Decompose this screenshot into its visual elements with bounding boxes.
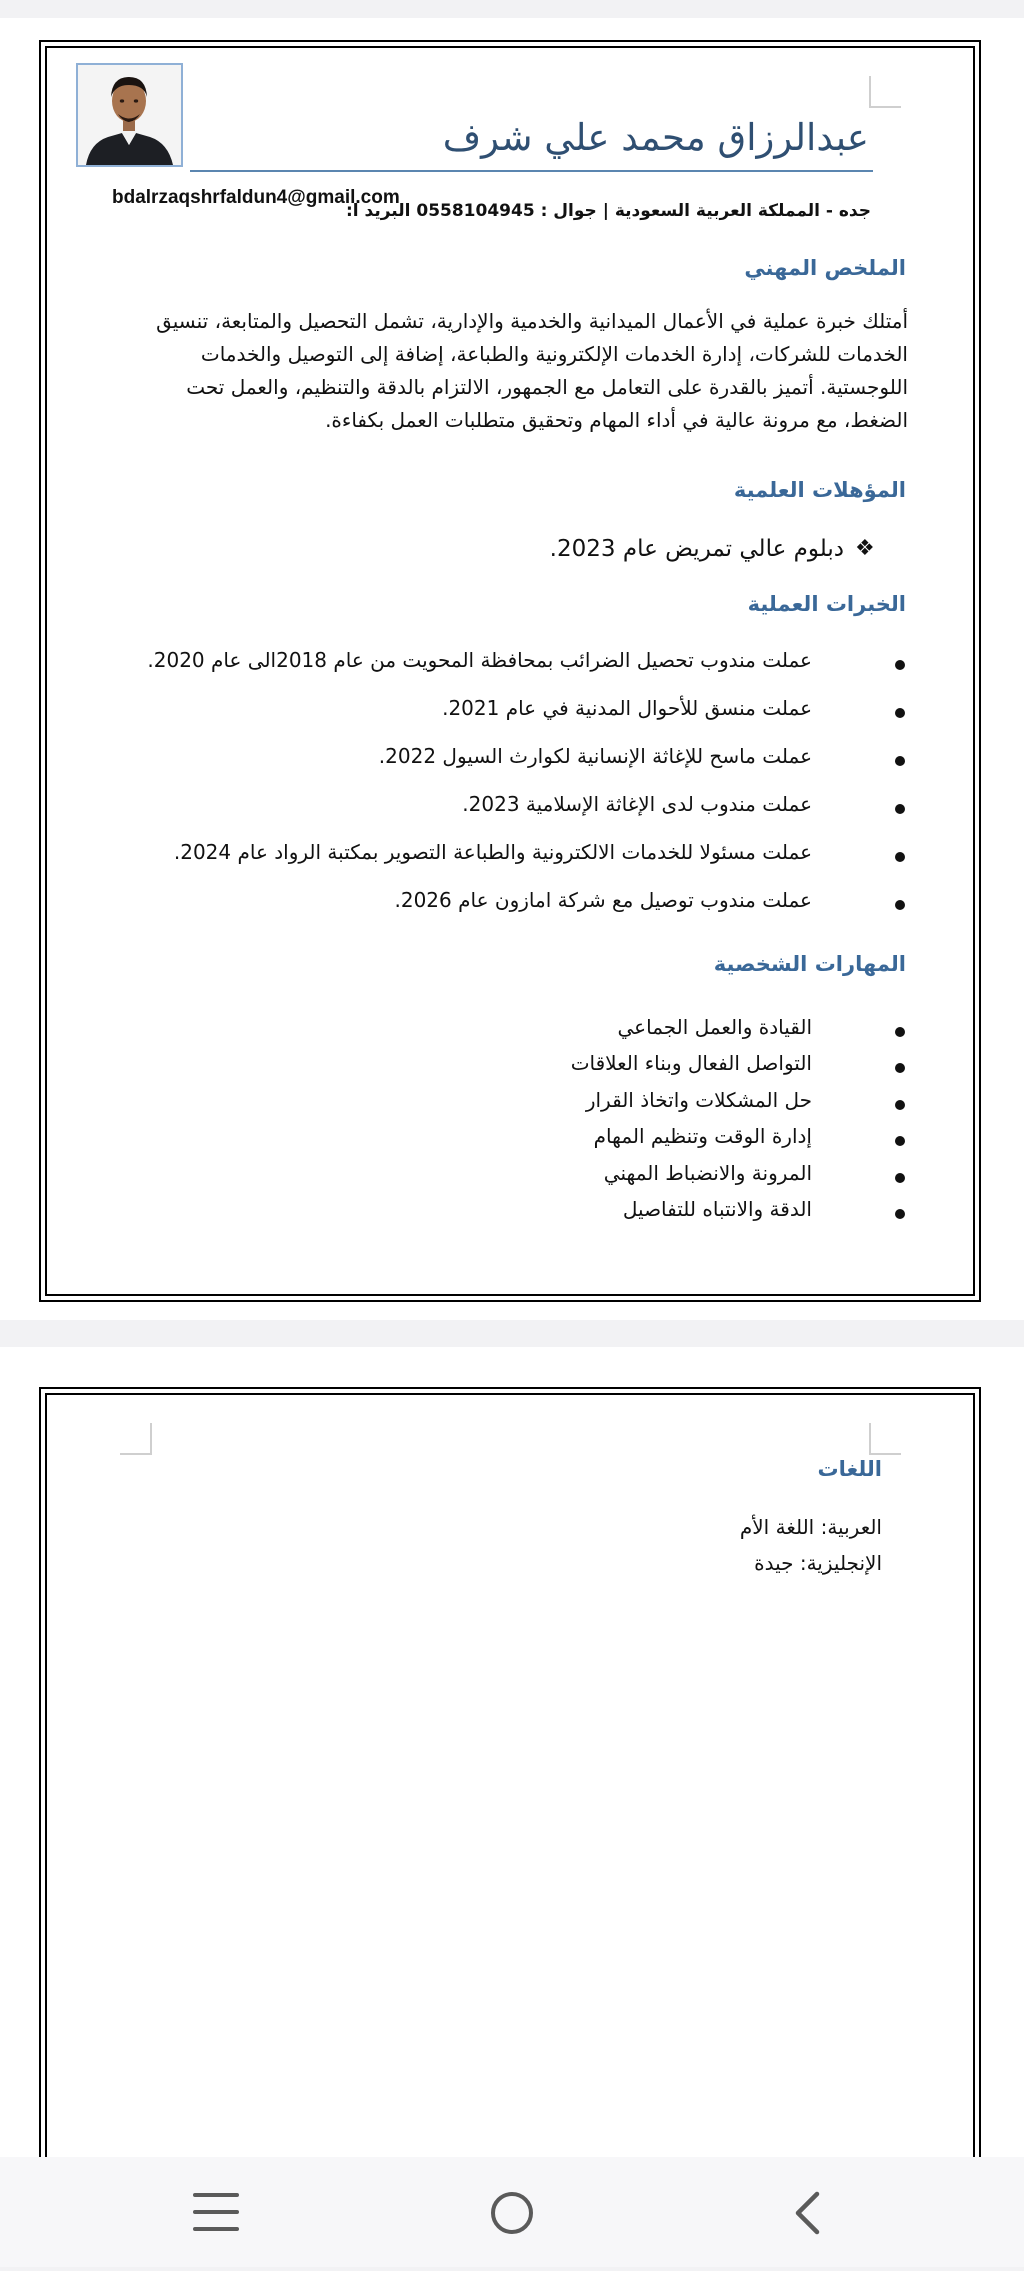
bullet-icon [895,1136,905,1146]
bullet-icon [895,1100,905,1110]
summary-line: اللوجستية. أتميز بالقدرة على التعامل مع الجمهور، الالتزام بالدقة والتنظيم، والعمل تحت [186,375,908,399]
back-button[interactable] [705,2157,905,2267]
qualification-item: دبلوم عالي تمريض عام 2023. [549,536,844,562]
section-heading-experience: الخبرات العملية [747,592,906,616]
language-item: الإنجليزية: جيدة [754,1551,882,1575]
experience-item: عملت منسق للأحوال المدنية في عام 2021. [442,696,812,720]
system-navigation-bar [0,2157,1024,2267]
skill-item: الدقة والانتباه للتفاصيل [622,1197,812,1221]
recent-apps-button[interactable] [115,2157,315,2267]
section-heading-qualifications: المؤهلات العلمية [733,478,906,502]
profile-photo [76,63,183,167]
skill-item: حل المشكلات واتخاذ القرار [585,1088,812,1112]
section-heading-skills: المهارات الشخصية [713,952,906,976]
bullet-icon [895,900,905,910]
skill-item: إدارة الوقت وتنظيم المهام [593,1124,812,1148]
summary-line: أمتلك خبرة عملية في الأعمال الميدانية والخدمية والإدارية، تشمل التحصيل والمتابعة، تنسيق [156,309,908,333]
bullet-icon [895,1027,905,1037]
name-underline [190,170,873,172]
bullet-icon [895,756,905,766]
bullet-icon [895,852,905,862]
section-heading-languages: اللغات [817,1457,882,1481]
document-page-2 [0,1347,1024,2157]
skill-item: القيادة والعمل الجماعي [617,1015,812,1039]
skill-item: المرونة والانضباط المهني [603,1161,812,1185]
bullet-icon [895,1173,905,1183]
language-item: العربية: اللغة الأم [739,1515,882,1539]
margin-corner-mark [869,76,901,108]
bullet-icon [895,804,905,814]
bullet-icon [895,1063,905,1073]
bullet-icon [895,1209,905,1219]
home-button[interactable] [412,2157,612,2267]
diamond-bullet-icon: ❖ [855,536,875,561]
experience-item: عملت مسئولا للخدمات الالكترونية والطباعة التصوير بمكتبة الرواد عام 2024. [173,840,812,864]
skill-item: التواصل الفعال وبناء العلاقات [570,1051,812,1075]
margin-corner-mark [120,1423,152,1455]
experience-item: عملت ماسح للإغاثة الإنسانية لكوارث السيول 2022. [378,744,812,768]
contact-info: جده - المملكة العربية السعودية | جوال : 0558104945 البريد ا: [345,201,871,221]
document-page-1 [0,18,1024,1320]
page-border-inner [45,1393,975,2193]
email-address: bdalrzaqshrfaldun4@gmail.com [112,187,400,208]
summary-line: الخدمات للشركات، إدارة الخدمات الإلكترونية والطباعة، إضافة إلى التوصيل والخدمات [200,342,908,366]
experience-item: عملت مندوب تحصيل الضرائب بمحافظة المحويت من عام 2018الى عام 2020. [147,648,812,672]
menu-icon [115,2157,315,2267]
margin-corner-mark [869,1423,901,1455]
resume-name: عبدالرزاق محمد علي شرف [442,116,869,159]
experience-item: عملت مندوب لدى الإغاثة الإسلامية 2023. [462,792,812,816]
section-heading-summary: الملخص المهني [744,256,906,280]
home-circle-icon [412,2157,612,2267]
experience-item: عملت مندوب توصيل مع شركة امازون عام 2026. [394,888,812,912]
chevron-left-icon [705,2157,905,2267]
bullet-icon [895,660,905,670]
bullet-icon [895,708,905,718]
summary-line: الضغط، مع مرونة عالية في أداء المهام وتحقيق متطلبات العمل بكفاءة. [325,408,908,432]
